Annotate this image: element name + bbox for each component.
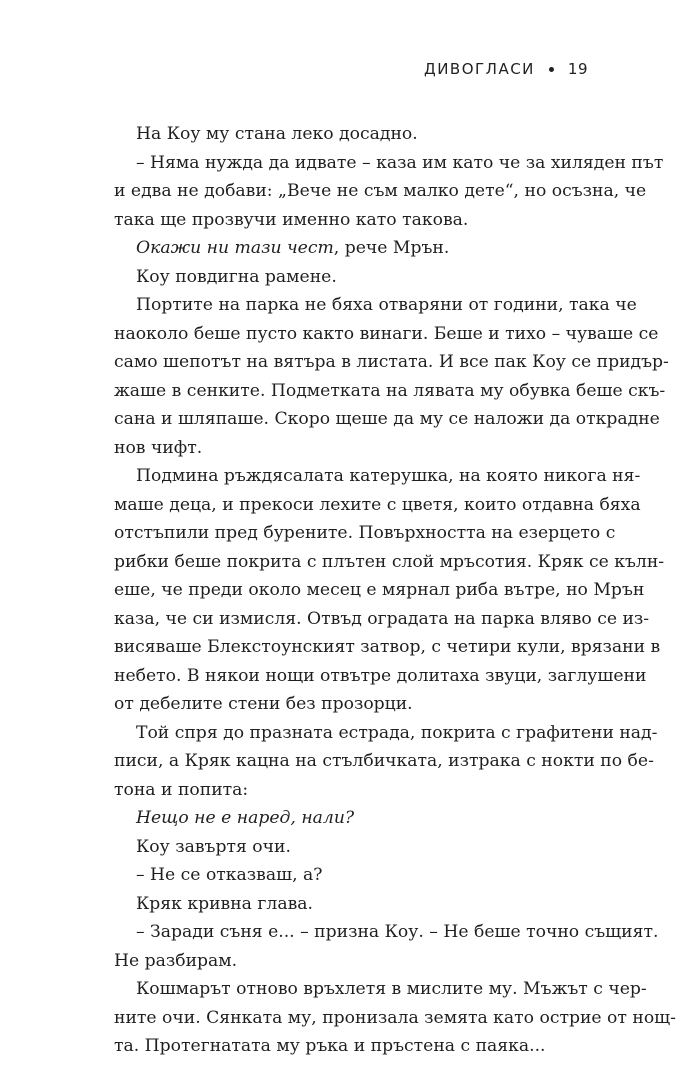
text-line: висяваше Блекстоунският затвор, с четири кули, врязани в xyxy=(114,637,661,657)
italic-text: Нещо не е наред, нали? xyxy=(136,808,355,828)
text-line: така ще прозвучи именно като такова. xyxy=(114,209,469,230)
text-line: та. Протегнатата му ръка и пръстена с паяка... xyxy=(114,1036,546,1056)
text-line: ните очи. Сянката му, пронизала земята като острие от нощ- xyxy=(114,1007,676,1028)
text-line: каза, че си измисля. Отвъд оградата на парка вляво се из- xyxy=(114,608,650,629)
page-number: 19 xyxy=(567,60,588,78)
text-line: маше деца, и прекоси лехите с цветя, които отдавна бяха xyxy=(114,494,641,515)
text-line: и едва не добави: „Вече не съм малко дете“, но осъзна, че xyxy=(114,181,647,201)
bullet-separator-icon xyxy=(549,67,554,72)
text-line: от дебелите стени без прозорци. xyxy=(114,694,413,714)
text-line: Кошмарът отново връхлетя в мислите му. Мъжът с чер- xyxy=(136,979,647,999)
text-line: Не разбирам. xyxy=(114,950,238,971)
text-line: тона и попита: xyxy=(114,779,249,800)
text-line: нов чифт. xyxy=(114,437,203,458)
text-line: жаше в сенките. Подметката на лявата му обувка беше скъ- xyxy=(114,380,666,401)
book-title: ДИВОГЛАСИ xyxy=(423,60,535,78)
text-line: небето. В някои нощи отвътре долитаха звуци, заглушени xyxy=(114,665,647,686)
text-line: еше, че преди около месец е мярнал риба вътре, но Мрън xyxy=(114,580,645,600)
text-line: На Коу му стана леко досадно. xyxy=(136,124,418,144)
running-head xyxy=(424,60,588,78)
italic-text: Окажи ни тази чест xyxy=(136,238,334,258)
text-line: Подмина ръждясалата катерушка, на която никога ня- xyxy=(136,466,641,486)
text-line: Портите на парка не бяха отваряни от години, така че xyxy=(136,295,637,315)
text-line: Той спря до празната естрада, покрита с графитени над- xyxy=(136,722,658,743)
text-line: сана и шляпаше. Скоро щеше да му се наложи да открадне xyxy=(114,409,660,429)
text-line: – Няма нужда да идвате – каза им като че за хиляден път xyxy=(136,152,664,173)
text-span: , рече Мрън. xyxy=(333,238,450,258)
text-line: отстъпили пред бурените. Повърхността на езерцето с xyxy=(114,523,616,543)
text-line: – Не се отказваш, а? xyxy=(136,865,323,885)
text-line: само шепотът на вятъра в листата. И все пак Коу се придър- xyxy=(114,352,669,372)
text-line xyxy=(114,234,592,263)
text-line xyxy=(114,804,592,833)
text-line: Коу повдигна рамене. xyxy=(136,266,337,287)
text-line: писи, а Кряк кацна на стълбичката, изтрака с нокти по бе- xyxy=(114,751,654,771)
text-line: наоколо беше пусто както винаги. Беше и тихо – чуваше се xyxy=(114,323,659,344)
text-line: – Заради съня е... – призна Коу. – Не беше точно същият. xyxy=(136,922,659,942)
text-line: Кряк кривна глава. xyxy=(136,893,313,914)
body-text xyxy=(114,120,676,1061)
text-line: Коу завъртя очи. xyxy=(136,836,291,857)
text-line: рибки беше покрита с плътен слой мръсотия. Кряк се кълн- xyxy=(114,551,665,572)
